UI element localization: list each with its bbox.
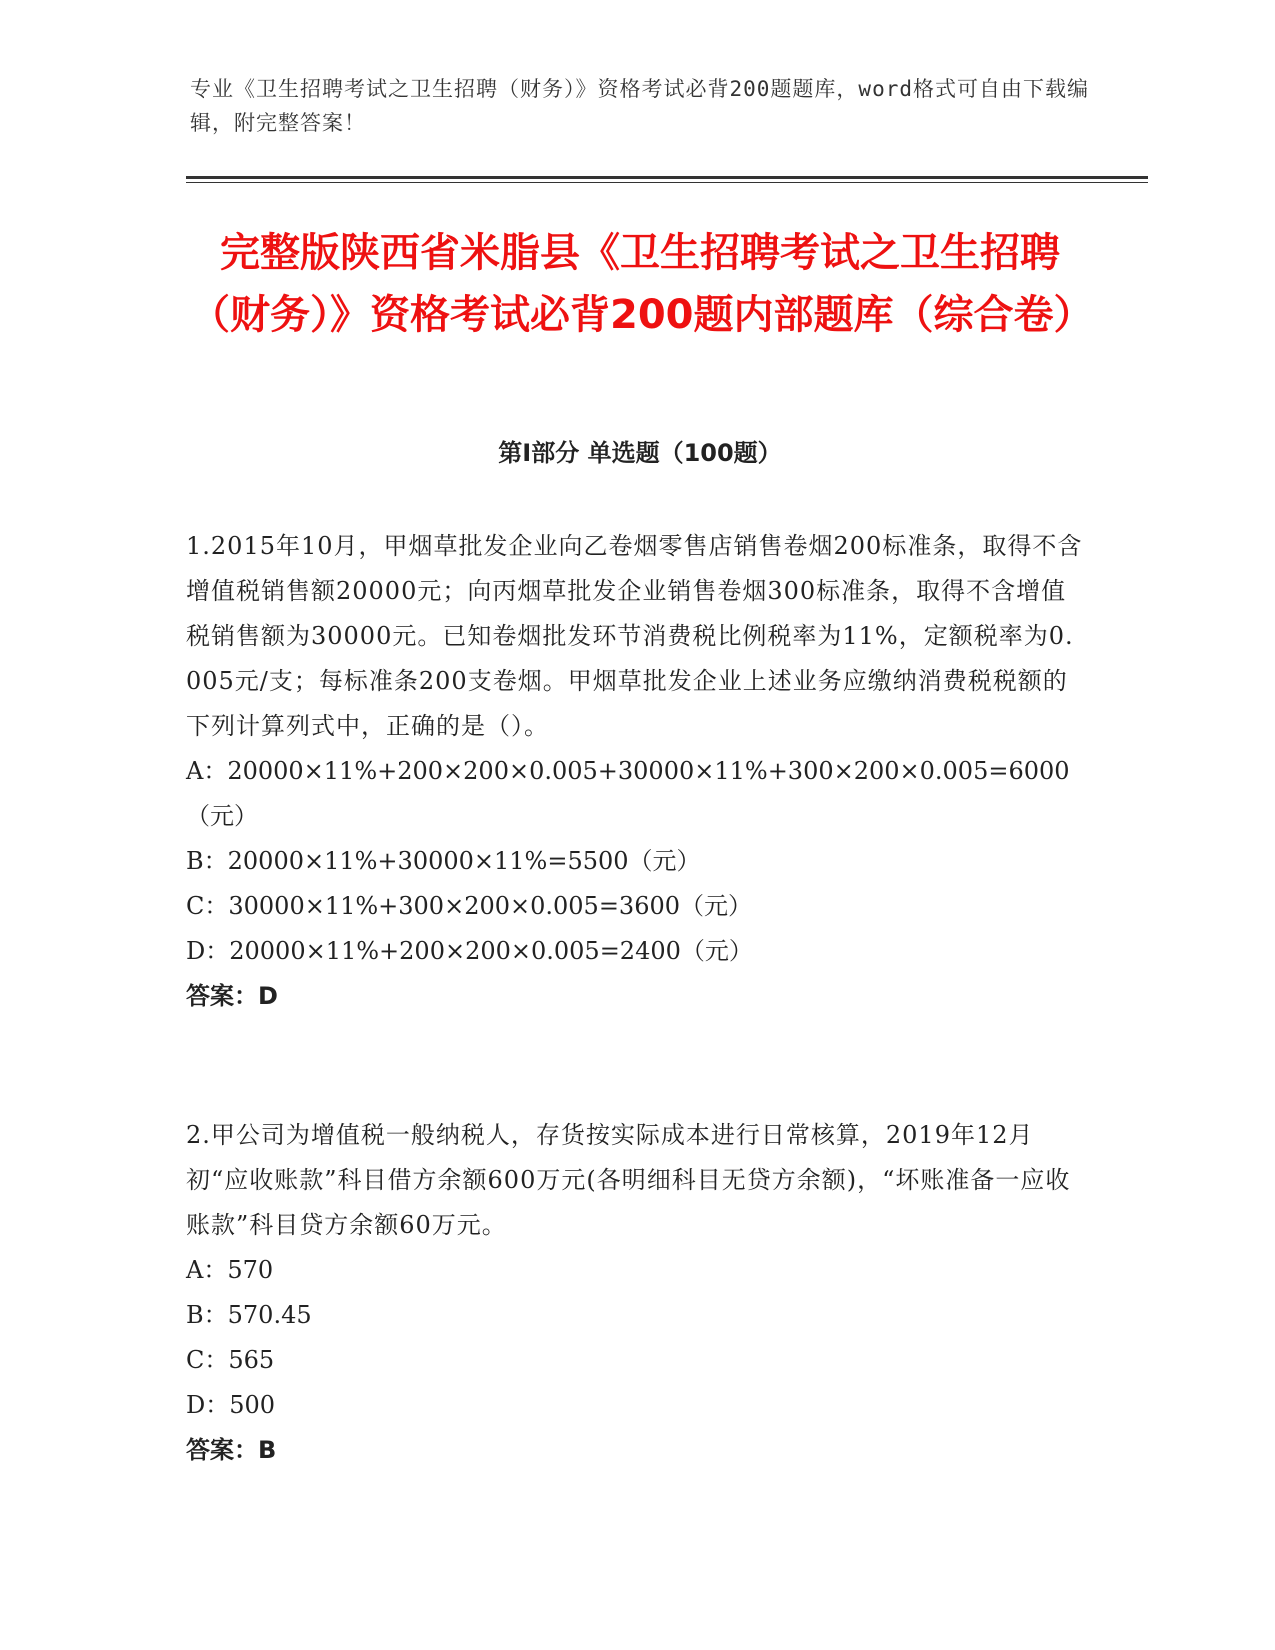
answer-label: 答案：B [186, 1436, 277, 1464]
question-stem: 2.甲公司为增值税一般纳税人，存货按实际成本进行日常核算，2019年12月初“应收账款”科目借方余额600万元(各明细科目无贷方余额)，“坏账准备一应收账款”科目贷方余额60万元。 [186, 1121, 1071, 1239]
header-divider-thin [186, 182, 1148, 183]
option-d: D：20000×11%+200×200×0.005=2400（元） [186, 937, 753, 965]
option-b: B：570.45 [186, 1301, 312, 1329]
option-a: A：570 [186, 1256, 274, 1284]
answer-label: 答案：D [186, 982, 278, 1010]
section-heading: 第I部分 单选题（100题） [498, 439, 782, 467]
header-note: 专业《卫生招聘考试之卫生招聘（财务）》资格考试必背200题题库，word格式可自由下载编辑，附完整答案！ [190, 77, 1089, 135]
option-c: C：30000×11%+300×200×0.005=3600（元） [186, 892, 753, 920]
option-a: A：20000×11%+200×200×0.005+30000×11%+300×200×0.005=6000（元） [186, 757, 1070, 830]
header-divider-thick [186, 176, 1148, 179]
question-1 [186, 524, 1086, 1019]
option-c: C：565 [186, 1346, 275, 1374]
question-2 [186, 1113, 1086, 1473]
option-b: B：20000×11%+30000×11%=5500（元） [186, 847, 701, 875]
document-title: 完整版陕西省米脂县《卫生招聘考试之卫生招聘（财务）》资格考试必背200题内部题库（综合卷） [190, 230, 1094, 338]
question-stem: 1.2015年10月，甲烟草批发企业向乙卷烟零售店销售卷烟200标准条，取得不含增值税销售额20000元；向丙烟草批发企业销售卷烟300标准条，取得不含增值税销售额为30000元。已知卷烟批发环节消费税比例税率为11%，定额税率为0.005元/支；每标准条200支卷烟。甲烟草批发企业上述业务应缴纳消费税税额的下列计算列式中，正确的是（）。 [186, 532, 1083, 740]
option-d: D：500 [186, 1391, 276, 1419]
